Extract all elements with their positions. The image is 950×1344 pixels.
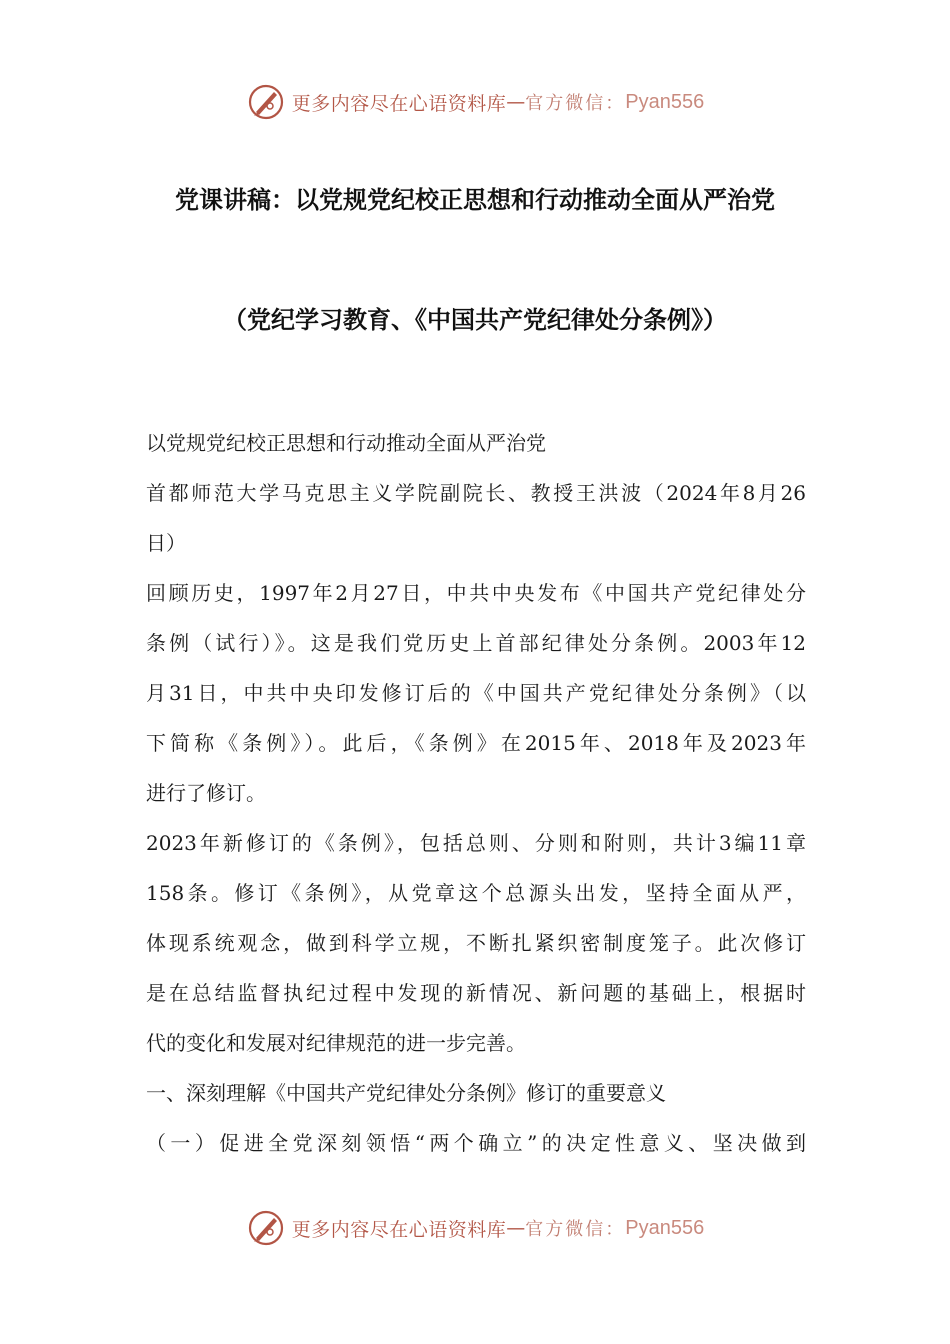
watermark-label: 官方微信： (525, 93, 626, 114)
body-line: 条例（试行）》。这是我们党历史上首部纪律处分条例。2003年12 (146, 631, 806, 655)
body-line: 2023年新修订的《条例》，包括总则、分则和附则，共计3编11章 (146, 831, 806, 855)
footer-watermark (0, 1206, 950, 1250)
body-line: 代的变化和发展对纪律规范的进一步完善。 (146, 1031, 526, 1055)
watermark-site-text: 更多内容尽在心语资料库 (291, 1218, 507, 1241)
document-title: 党课讲稿：以党规党纪校正思想和行动推动全面从严治党 (175, 185, 775, 214)
pen-logo-icon (246, 1208, 286, 1248)
document-subtitle: （党纪学习教育、《中国共产党纪律处分条例》） (223, 305, 727, 334)
watermark-wechat-id: Pyan556 (625, 1216, 705, 1239)
header-watermark (0, 80, 950, 124)
body-line: 158条。修订《条例》，从党章这个总源头出发，坚持全面从严， (146, 881, 806, 905)
watermark-dash: — (506, 91, 526, 113)
body-line: 下简称《条例》）。此后，《条例》在2015年、2018年及2023年 (146, 731, 806, 755)
body-line: 是在总结监督执纪过程中发现的新情况、新问题的基础上，根据时 (146, 981, 806, 1005)
watermark-site-text: 更多内容尽在心语资料库 (291, 92, 507, 115)
subsection-heading: （一）促进全党深刻领悟“两个确立”的决定性意义、坚决做到 (146, 1131, 806, 1155)
pen-logo-icon (246, 82, 286, 122)
watermark-wechat-id: Pyan556 (625, 90, 705, 113)
watermark-dash: — (506, 1217, 526, 1239)
body-line-author: 首都师范大学马克思主义学院副院长、教授王洪波（2024年8月26 (146, 481, 806, 505)
document-body (146, 418, 806, 1168)
body-line: 体现系统观念，做到科学立规，不断扎紧织密制度笼子。此次修订 (146, 931, 806, 955)
body-line: 进行了修订。 (146, 781, 266, 805)
body-line: 回顾历史，1997年2月27日，中共中央发布《中国共产党纪律处分 (146, 581, 806, 605)
body-line-heading: 以党规党纪校正思想和行动推动全面从严治党 (146, 431, 546, 455)
body-line: 月31日，中共中央印发修订后的《中国共产党纪律处分条例》（以 (146, 681, 806, 705)
section-heading: 一、深刻理解《中国共产党纪律处分条例》修订的重要意义 (146, 1081, 666, 1105)
watermark-label: 官方微信： (525, 1219, 626, 1240)
body-line-author-cont: 日） (146, 531, 186, 555)
